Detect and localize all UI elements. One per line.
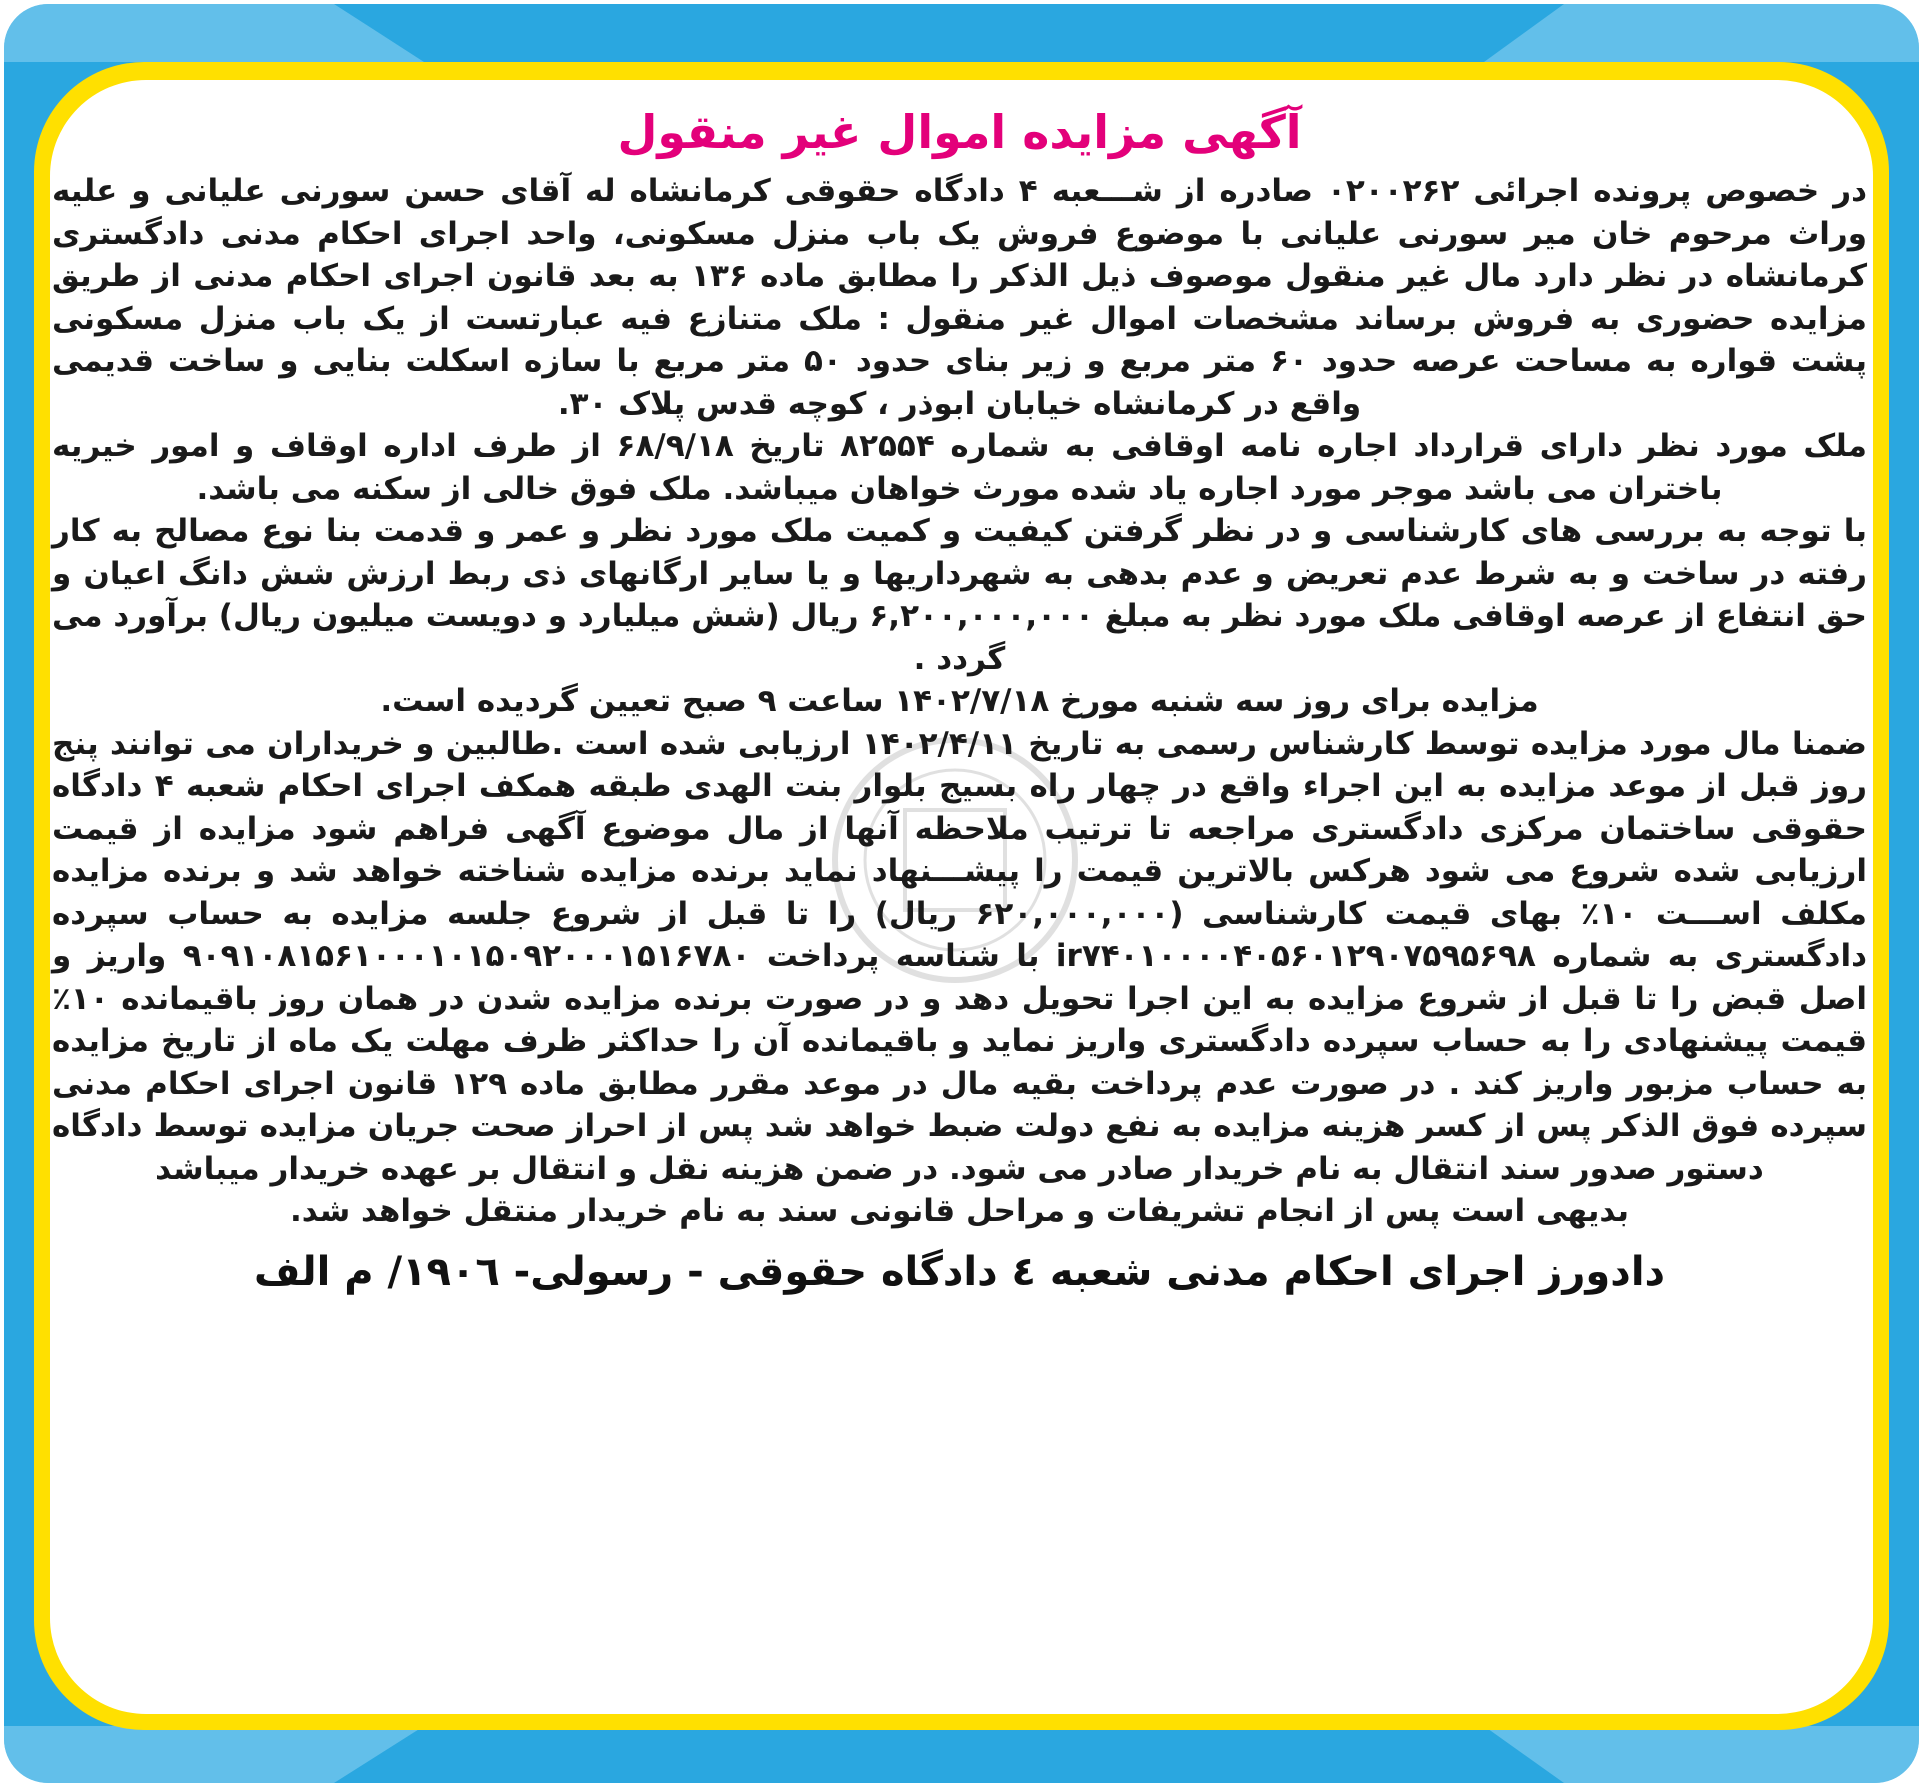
notice-content [52, 100, 1867, 1700]
paragraph-valuation: با توجه به بررسی های کارشناسی و در نظر گرفتن کیفیت و کمیت ملک مورد نظر و عمر و قدمت بنا نوع مصالح به کار رفته در ساخت و به شرط عدم تعریض و عدم بدهی به شهرداریها و یا سایر ارگانهای ذی ربط ارزش شش دانگ اعیان و حق انتفاع از عرصه اوقافی ملک مورد نظر به مبلغ ۶,۲۰۰,۰۰۰,۰۰۰ ریال (شش میلیارد و دویست میلیون ریال) برآورد می گردد . [52, 513, 1867, 677]
notice-title: آگهی مزایده اموال غیر منقول [617, 105, 1302, 159]
paragraph-auction-terms: ضمنا مال مورد مزایده توسط کارشناس رسمی به تاریخ ۱۴۰۲/۴/۱۱ ارزیابی شده است .طالبین و خریداران می توانند پنج روز قبل از موعد مزایده به این اجراء واقع در چهار راه بسیج بلوار بنت الهدی طبقه همکف اجرای احکام شعبه ۴ دادگاه حقوقی ساختمان مرکزی دادگستری مراجعه تا ترتیب ملاحظه آنها از مال موضوع آگهی فراهم شود مزایده از قیمت ارزیابی شده شروع می شود هرکس بالاترین قیمت را پیشـــنهاد نماید برنده مزایده شناخته خواهد شد و برنده مزایده مکلف اســـت ۱۰٪ بهای قیمت کارشناسی (۶۲۰,۰۰۰,۰۰۰ ریال) را تا قبل از شروع جلسه مزایده به حساب سپرده دادگستری به شماره ir۷۴۰۱۰۰۰۰۴۰۵۶۰۱۲۹۰۷۵۹۵۶۹۸ با شناسه پرداخت ۹۰۹۱۰۸۱۵۶۱۰۰۰۱۰۱۵۰۹۲۰۰۰۱۵۱۶۷۸۰ واریز و اصل قبض را تا قبل از شروع مزایده به این اجرا تحویل دهد و در صورت برنده مزایده شدن در همان روز باقیمانده ۱۰٪ قیمت پیشنهادی را به حساب سپرده دادگستری واریز نماید و باقیمانده آن را حداکثر ظرف مهلت یک ماه از تاریخ مزایده به حساب مزبور واریز کند . در صورت عدم پرداخت بقیه مال در موعد مقرر مطابق ماده ۱۲۹ قانون اجرای احکام مدنی سپرده فوق الذکر پس از کسر هزینه مزایده به نفع دولت ضبط خواهد شد پس از احراز صحت جریان مزایده توسط دادگاه دستور صدور سند انتقال به نام خریدار صادر می شود. در ضمن هزینه نقل و انتقال بر عهده خریدار میباشد [52, 725, 1867, 1187]
notice-signature: دادورز اجرای احکام مدنی شعبه ٤ دادگاه حقوقی - رسولی- ۱۹۰٦/ م الف [253, 1248, 1666, 1295]
paragraph-case-details: در خصوص پرونده اجرائی ۰۲۰۰۲۶۲ صادره از شـــعبه ۴ دادگاه حقوقی کرمانشاه له آقای حسن سورنی علیانی و علیه وراث مرحوم خان میر سورنی علیانی با موضوع فروش یک باب منزل مسکونی، واحد اجرای احکام مدنی دادگستری کرمانشاه در نظر دارد مال غیر منقول موصوف ذیل الذکر را مطابق ماده ۱۳۶ به بعد قانون اجرای احکام مدنی از طریق مزایده حضوری به فروش برساند مشخصات اموال غیر منقول : ملک متنازع فیه عبارتست از یک باب منزل مسکونی پشت قواره به مساحت عرصه حدود ۶۰ متر مربع و زیر بنای حدود ۵۰ متر مربع با سازه اسکلت بنایی و ساخت قدیمی واقع در کرمانشاه خیابان ابوذر ، کوچه قدس پلاک ۳۰. [52, 173, 1867, 422]
paragraph-transfer: بدیهی است پس از انجام تشریفات و مراحل قانونی سند به نام خریدار منتقل خواهد شد. [290, 1193, 1629, 1229]
paragraph-auction-date: مزایده برای روز سه شنبه مورخ ۱۴۰۲/۷/۱۸ ساعت ۹ صبح تعیین گردیده است. [380, 683, 1539, 719]
paragraph-lease-details: ملک مورد نظر دارای قرارداد اجاره نامه اوقافی به شماره ۸۲۵۵۴ تاریخ ۶۸/۹/۱۸ از طرف اداره اوقاف و امور خیریه باختران می باشد موجر مورد اجاره یاد شده مورث خواهان میباشد. ملک فوق خالی از سکنه می باشد. [52, 428, 1867, 507]
